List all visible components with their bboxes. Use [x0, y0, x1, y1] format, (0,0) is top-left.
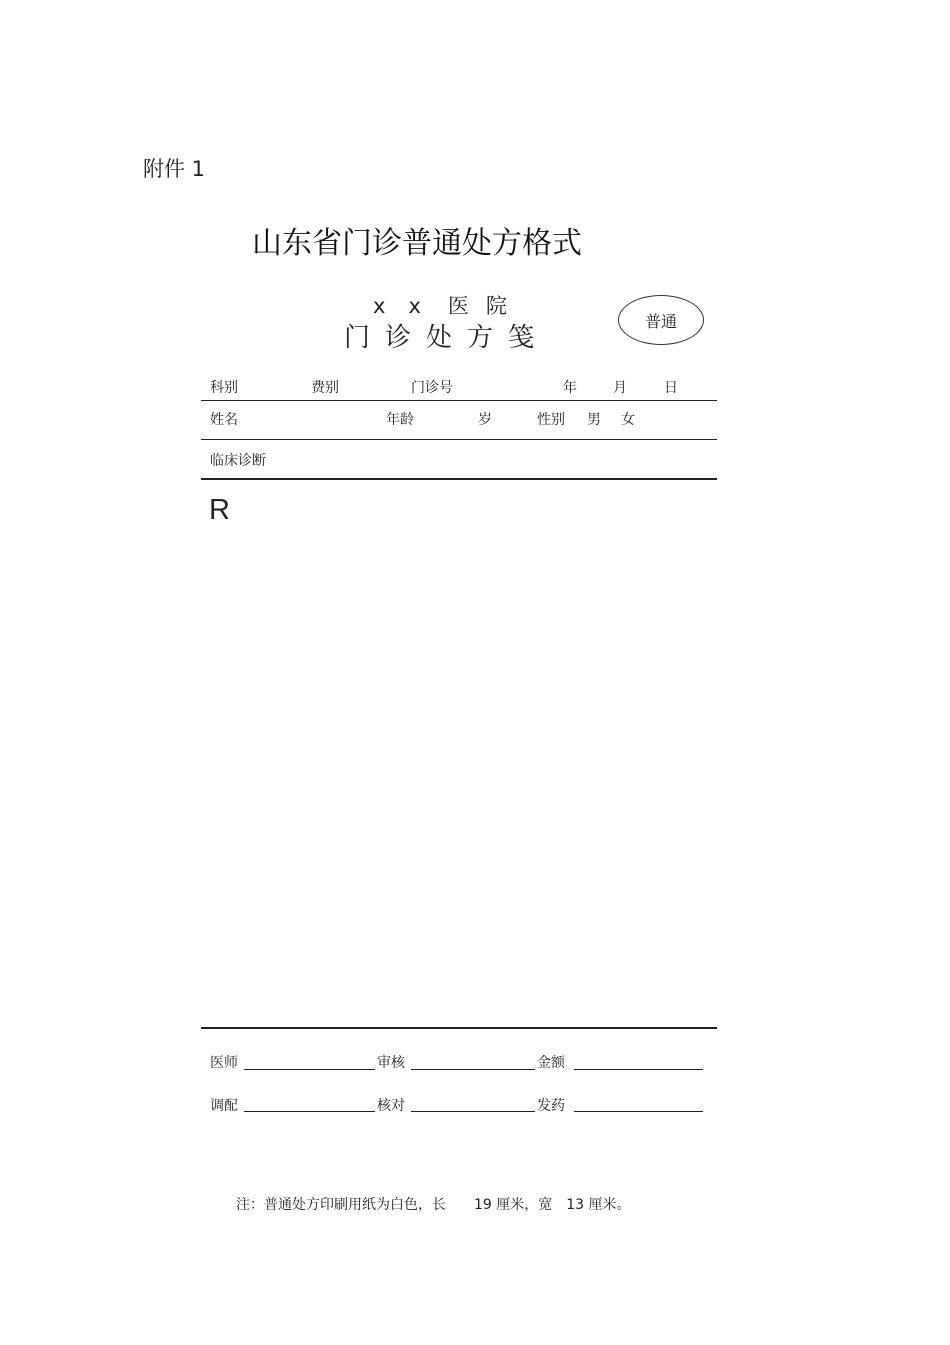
patient-name-label: 姓名	[210, 412, 238, 428]
form-title-char: 方	[467, 323, 494, 353]
outpatient-number-label: 门诊号	[411, 380, 453, 396]
form-title-char: 笺	[508, 323, 535, 353]
amount-label: 金额	[537, 1055, 565, 1071]
hospital-name-part: 院	[485, 294, 508, 318]
row-divider	[201, 400, 717, 401]
gender-female-option: 女	[621, 412, 635, 428]
dispense-prep-signature-line	[244, 1111, 375, 1112]
gender-label: 性别	[537, 412, 565, 428]
hospital-name-part: x	[408, 294, 422, 318]
check-signature-line	[411, 1111, 535, 1112]
paper-spec-note: 注：普通处方印刷用纸为白色，长 19 厘米，宽 13 厘米。	[236, 1197, 631, 1213]
prescription-type-badge: 普通	[618, 295, 704, 345]
header-bottom-rule	[201, 478, 717, 480]
hospital-name-part: x	[373, 294, 387, 318]
form-title	[344, 317, 534, 354]
doctor-label: 医师	[210, 1055, 238, 1071]
department-label: 科别	[210, 380, 238, 396]
review-label: 审核	[377, 1055, 405, 1071]
check-label: 核对	[377, 1098, 405, 1114]
hospital-name-part: 医	[447, 294, 470, 318]
review-signature-line	[411, 1069, 535, 1070]
form-title-char: 门	[344, 323, 371, 353]
diagnosis-label: 临床诊断	[210, 453, 266, 469]
dispense-prep-label: 调配	[210, 1098, 238, 1114]
fee-type-label: 费别	[311, 380, 339, 396]
rx-symbol: R	[209, 494, 230, 526]
gender-male-option: 男	[587, 412, 601, 428]
month-label: 月	[613, 380, 627, 396]
footer-top-rule	[201, 1027, 717, 1029]
amount-line	[574, 1069, 703, 1070]
hospital-name	[373, 290, 508, 320]
doctor-signature-line	[244, 1069, 375, 1070]
day-label: 日	[664, 380, 678, 396]
form-title-char: 处	[426, 323, 453, 353]
row-divider	[201, 439, 717, 440]
dispense-signature-line	[574, 1111, 703, 1112]
age-label: 年龄	[386, 412, 414, 428]
attachment-label: 附件 1	[143, 157, 206, 181]
form-title-char: 诊	[385, 323, 412, 353]
dispense-label: 发药	[537, 1098, 565, 1114]
age-unit-label: 岁	[478, 412, 492, 428]
document-title: 山东省门诊普通处方格式	[252, 226, 582, 261]
year-label: 年	[563, 380, 577, 396]
